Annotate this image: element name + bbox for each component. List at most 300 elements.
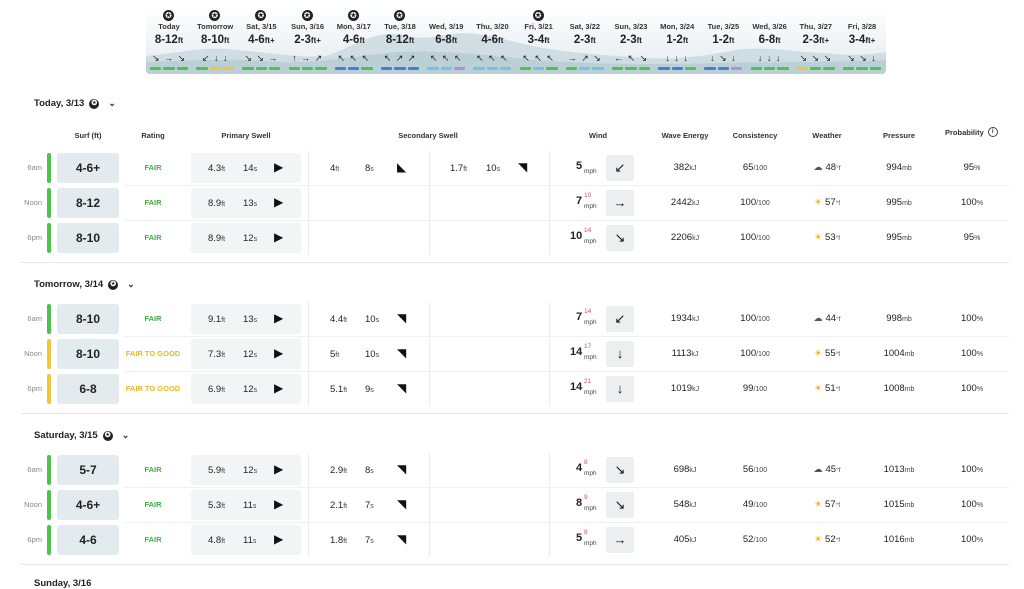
rating-bar xyxy=(579,67,590,70)
strip-wind-arrows-icon: ↘ ↘ ↘ xyxy=(799,53,833,63)
unit: s xyxy=(370,503,374,510)
row-time: 6am xyxy=(27,314,42,323)
strip-day[interactable] xyxy=(562,6,608,74)
row-time: Noon xyxy=(24,500,42,509)
unit: s xyxy=(252,538,257,545)
secondary-swell-height xyxy=(330,465,347,476)
rating-bar xyxy=(533,67,544,70)
value: 99 xyxy=(742,383,754,394)
secondary-swell-height xyxy=(330,535,347,546)
day-title: Tomorrow, 3/14 xyxy=(34,279,104,290)
pressure xyxy=(866,162,932,173)
unit: /100 xyxy=(753,165,768,172)
sun-icon: ☀ xyxy=(813,499,823,509)
value: 9.1 xyxy=(208,314,222,325)
value: 995 xyxy=(886,232,903,243)
strip-day-height xyxy=(423,34,469,46)
value: 14 xyxy=(570,381,583,393)
value: 4 xyxy=(330,163,336,174)
unit: s xyxy=(496,166,501,173)
unit: s xyxy=(375,317,380,324)
temperature: 53 xyxy=(825,232,836,243)
value: 49 xyxy=(742,499,754,510)
wind-speed xyxy=(576,494,597,512)
value: 7 xyxy=(365,535,371,546)
unit: kJ xyxy=(689,467,697,474)
strip-rating-bars xyxy=(520,67,558,70)
value: 1934 xyxy=(670,313,693,324)
strip-day[interactable] xyxy=(516,6,562,74)
wind-direction-icon: → xyxy=(606,527,634,553)
divider xyxy=(549,151,550,185)
value: 2206 xyxy=(670,232,693,243)
strip-day[interactable] xyxy=(377,6,423,74)
value: 4 xyxy=(576,462,583,474)
strip-day[interactable] xyxy=(469,6,515,74)
swell-direction-icon: ◥ xyxy=(397,497,407,511)
info-icon[interactable]: i xyxy=(988,127,998,137)
unit: kJ xyxy=(692,386,700,393)
swell-direction-icon: ◀ xyxy=(274,462,284,476)
wind-direction-icon: ↘ xyxy=(606,225,634,251)
wind-direction-icon: ↙ xyxy=(606,306,634,332)
secondary-swell-period xyxy=(365,535,374,546)
strip-rating-bars xyxy=(843,67,881,70)
rating-color-bar xyxy=(47,339,51,369)
strip-height-value: 3-4 xyxy=(848,34,866,46)
unit: mb xyxy=(904,351,915,358)
strip-day[interactable] xyxy=(423,6,469,74)
strip-day[interactable] xyxy=(146,6,192,74)
forecast-row[interactable] xyxy=(0,488,1024,522)
wind-gust: 10 xyxy=(584,192,592,199)
primary-swell-height xyxy=(208,349,225,360)
rating-bar xyxy=(856,67,867,70)
row-time: 6pm xyxy=(27,384,42,393)
section-divider xyxy=(21,564,1009,565)
value: 1004 xyxy=(883,348,905,359)
divider xyxy=(549,488,550,522)
divider xyxy=(308,337,309,371)
secondary-swell-period xyxy=(365,384,374,395)
rating-bar xyxy=(177,67,188,70)
rating-bar xyxy=(718,67,729,70)
primary-swell xyxy=(191,339,301,369)
weather xyxy=(794,383,860,394)
rating-bar xyxy=(163,67,174,70)
secondary-swell-height xyxy=(330,349,339,360)
wave-energy xyxy=(652,348,718,359)
primary-swell-period xyxy=(243,163,257,174)
unit: % xyxy=(974,235,981,242)
surf-rating: FAIR xyxy=(144,198,162,207)
strip-wind-arrows-icon: ↖ ↖ ↖ xyxy=(337,53,371,63)
strip-day-height xyxy=(839,34,885,46)
value: 2.9 xyxy=(330,465,344,476)
tertiary-swell-height xyxy=(450,163,467,174)
secondary-swell-height xyxy=(330,384,347,395)
unit: °f xyxy=(835,502,841,509)
probability xyxy=(937,348,1007,359)
unit: mb xyxy=(904,537,915,544)
rating-bar xyxy=(289,67,300,70)
star-icon: ✪ xyxy=(302,10,313,21)
divider xyxy=(429,523,430,557)
unit: ft xyxy=(221,468,226,475)
value: 1113 xyxy=(671,348,692,359)
strip-day-height xyxy=(516,34,562,46)
unit: mb xyxy=(904,502,915,509)
wind-speed xyxy=(576,160,597,175)
strip-height-unit: ft+ xyxy=(819,36,830,45)
unit: s xyxy=(370,468,374,475)
value: 994 xyxy=(886,162,903,173)
value: 10 xyxy=(486,163,497,174)
forecast-row[interactable] xyxy=(0,151,1024,185)
value: 12 xyxy=(243,384,254,395)
star-icon: ✪ xyxy=(108,280,118,290)
forecast-row[interactable] xyxy=(0,186,1024,220)
col-surf: Surf (ft) xyxy=(74,131,102,140)
divider xyxy=(549,372,550,406)
swell-direction-icon: ◀ xyxy=(274,230,284,244)
value: 998 xyxy=(886,313,903,324)
weather xyxy=(794,534,860,545)
surf-height: 8-10 xyxy=(57,223,119,253)
strip-day-label: Today xyxy=(158,22,180,31)
divider xyxy=(308,186,309,220)
weather xyxy=(794,162,860,173)
forecast-row[interactable] xyxy=(0,221,1024,255)
primary-swell-height xyxy=(208,314,225,325)
rating-bar xyxy=(381,67,392,70)
forecast-row[interactable] xyxy=(0,337,1024,371)
unit: s xyxy=(252,503,257,510)
value: 65 xyxy=(742,162,754,173)
surf-rating: FAIR TO GOOD xyxy=(125,349,181,358)
star-icon: ✪ xyxy=(163,10,174,21)
value: 2442 xyxy=(670,197,693,208)
wind-gust: 14 xyxy=(584,308,592,315)
surf-height: 8-12 xyxy=(57,188,119,218)
value: 10 xyxy=(570,230,583,242)
row-time: Noon xyxy=(24,198,42,207)
col-wind: Wind xyxy=(588,131,608,140)
swell-direction-icon: ◥ xyxy=(397,346,407,360)
wave-energy xyxy=(652,162,718,173)
primary-swell-period xyxy=(243,233,257,244)
swell-direction-icon: ◀ xyxy=(274,497,284,511)
value: 11 xyxy=(243,500,253,511)
chevron-down-icon[interactable]: ⌄ xyxy=(121,430,130,440)
strip-height-value: 2-3 xyxy=(620,34,637,46)
surf-rating: FAIR xyxy=(144,163,162,172)
strip-day-height xyxy=(285,34,331,46)
star-icon: ✪ xyxy=(103,431,113,441)
swell-direction-icon: ◥ xyxy=(397,311,407,325)
chevron-down-icon[interactable]: ⌄ xyxy=(127,279,135,289)
rating-bar xyxy=(546,67,557,70)
unit: /100 xyxy=(753,502,768,509)
probability xyxy=(937,464,1007,475)
probability xyxy=(937,383,1007,394)
strip-height-value: 4-6 xyxy=(248,34,265,46)
day-header[interactable] xyxy=(34,430,129,441)
rating-bar xyxy=(704,67,715,70)
wind-gust: 9 xyxy=(584,494,588,501)
primary-swell xyxy=(191,525,301,555)
wind-speed xyxy=(576,192,597,210)
cloud-icon: ☁ xyxy=(813,313,823,323)
rating-bar xyxy=(751,67,762,70)
unit: ft xyxy=(221,166,226,173)
value: 1.8 xyxy=(330,535,344,546)
rating-color-bar xyxy=(47,188,51,218)
value: 995 xyxy=(886,197,903,208)
rating-bar xyxy=(335,67,346,70)
strip-day-label: Tue, 3/25 xyxy=(707,22,740,31)
value: 95 xyxy=(963,232,975,243)
value: 1019 xyxy=(670,383,693,394)
value: 5.3 xyxy=(208,500,222,511)
unit: s xyxy=(253,166,258,173)
sun-icon: ☀ xyxy=(813,383,823,393)
wind-speed xyxy=(576,529,597,547)
star-icon: ✪ xyxy=(394,10,405,21)
swell-direction-icon: ◣ xyxy=(397,160,407,174)
primary-swell-height xyxy=(208,535,225,546)
rating-bar xyxy=(269,67,280,70)
strip-wind-arrows-icon: ↓ ↓ ↓ xyxy=(665,53,689,63)
strip-day-label: Thu, 3/27 xyxy=(799,22,833,31)
consistency xyxy=(722,313,788,324)
day-title: Today, 3/13 xyxy=(34,98,85,109)
divider xyxy=(429,488,430,522)
strip-height-unit: ft+ xyxy=(865,36,876,45)
weather xyxy=(794,464,860,475)
primary-swell-height xyxy=(208,163,225,174)
forecast-row[interactable] xyxy=(0,523,1024,557)
sun-icon: ☀ xyxy=(813,197,823,207)
strip-height-value: 2-3 xyxy=(573,34,591,46)
rating-color-bar xyxy=(47,374,51,404)
strip-day-label: Fri, 3/28 xyxy=(847,22,877,31)
value: 13 xyxy=(243,198,254,209)
wind-speed xyxy=(576,459,597,477)
sun-icon: ☀ xyxy=(813,232,823,242)
rating-bar xyxy=(454,67,465,70)
rating-bar xyxy=(487,67,498,70)
strip-rating-bars xyxy=(289,67,327,70)
rating-color-bar xyxy=(47,153,51,183)
strip-day[interactable] xyxy=(747,6,793,74)
value: 7 xyxy=(576,311,583,323)
strip-height-unit: ft xyxy=(359,36,365,45)
value: 8.9 xyxy=(208,198,222,209)
wind-unit: mph xyxy=(584,470,597,477)
strip-day-height xyxy=(192,34,238,46)
col-rating: Rating xyxy=(141,131,165,140)
rating-bar xyxy=(348,67,359,70)
strip-wind-arrows-icon: ↖ ↖ ↖ xyxy=(476,53,509,63)
strip-rating-bars xyxy=(612,67,650,70)
surf-rating: FAIR xyxy=(144,535,162,544)
day-header[interactable] xyxy=(34,279,135,290)
strip-day-label: Mon, 3/24 xyxy=(660,22,695,31)
unit: °f xyxy=(835,351,841,358)
strip-day[interactable] xyxy=(331,6,377,74)
strip-day[interactable] xyxy=(192,6,238,74)
divider xyxy=(308,221,309,255)
chevron-down-icon[interactable]: ⌄ xyxy=(108,98,116,108)
value: 4.4 xyxy=(330,314,344,325)
value: 8 xyxy=(365,465,371,476)
value: 10 xyxy=(365,349,376,360)
wind-direction-icon: ↙ xyxy=(606,155,634,181)
unit: s xyxy=(370,166,374,173)
swell-direction-icon: ◥ xyxy=(397,532,407,546)
value: 8 xyxy=(365,163,371,174)
surf-height: 8-10 xyxy=(57,339,119,369)
primary-swell xyxy=(191,490,301,520)
rating-bar xyxy=(823,67,834,70)
forecast-row[interactable] xyxy=(0,372,1024,406)
divider xyxy=(549,453,550,487)
value: 548 xyxy=(673,499,690,510)
rating-color-bar xyxy=(47,525,51,555)
probability xyxy=(937,197,1007,208)
primary-swell xyxy=(191,188,301,218)
unit: °f xyxy=(836,165,841,172)
strip-height-unit: ft xyxy=(729,36,735,45)
value: 4.8 xyxy=(208,535,222,546)
value: 9 xyxy=(365,384,371,395)
section-divider xyxy=(21,413,1009,414)
strip-height-value: 6-8 xyxy=(435,34,452,46)
secondary-swell-height xyxy=(330,163,339,174)
primary-swell-period xyxy=(243,349,257,360)
strip-height-value: 2-3 xyxy=(294,34,311,46)
sun-icon: ☀ xyxy=(813,348,823,358)
divider xyxy=(429,372,430,406)
rating-bar xyxy=(408,67,419,70)
forecast-strip xyxy=(146,6,886,74)
col-secondary-swell: Secondary Swell xyxy=(398,131,458,140)
primary-swell-height xyxy=(208,465,225,476)
divider xyxy=(308,302,309,336)
rating-bar xyxy=(361,67,372,70)
unit: ft xyxy=(335,166,340,173)
value: 5.1 xyxy=(330,384,344,395)
strip-rating-bars xyxy=(150,67,188,70)
unit: ft xyxy=(343,538,348,545)
strip-height-value: 1-2 xyxy=(666,34,683,46)
strip-day-height xyxy=(377,34,423,46)
strip-day[interactable] xyxy=(285,6,331,74)
divider xyxy=(308,523,309,557)
unit: % xyxy=(976,537,984,544)
forecast-row[interactable] xyxy=(0,453,1024,487)
swell-direction-icon: ◥ xyxy=(518,160,528,174)
value: 100 xyxy=(740,313,757,324)
forecast-row[interactable] xyxy=(0,302,1024,336)
rating-bar xyxy=(500,67,511,70)
unit: s xyxy=(253,201,258,208)
consistency xyxy=(722,499,788,510)
strip-day-height xyxy=(793,34,839,46)
strip-day[interactable] xyxy=(793,6,839,74)
wind-direction-icon: ↓ xyxy=(606,341,634,367)
unit: % xyxy=(976,502,984,509)
unit: % xyxy=(976,351,984,358)
strip-day-label: Tomorrow xyxy=(197,22,234,31)
value: 100 xyxy=(740,348,757,359)
value: 4.3 xyxy=(208,163,222,174)
day-header[interactable] xyxy=(34,98,116,109)
unit: /100 xyxy=(753,467,768,474)
wind-unit: mph xyxy=(584,540,597,547)
primary-swell xyxy=(191,374,301,404)
unit: ft xyxy=(343,468,348,475)
wind-speed xyxy=(570,227,597,245)
strip-day[interactable] xyxy=(608,6,654,74)
strip-rating-bars xyxy=(242,67,280,70)
wave-energy xyxy=(652,464,718,475)
value: 12 xyxy=(243,465,254,476)
cloud-icon: ☁ xyxy=(813,464,823,474)
strip-day[interactable] xyxy=(700,6,746,74)
wind-unit: mph xyxy=(584,203,597,210)
divider xyxy=(549,221,550,255)
strip-wind-arrows-icon: → ↗ ↘ xyxy=(567,53,602,63)
wind-gust: 21 xyxy=(584,378,592,385)
wave-energy xyxy=(652,534,718,545)
strip-day-height xyxy=(608,34,654,46)
strip-day[interactable] xyxy=(654,6,700,74)
primary-swell-height xyxy=(208,500,225,511)
unit: ft xyxy=(221,503,226,510)
wind-unit: mph xyxy=(584,389,597,396)
value: 1.7 xyxy=(450,163,464,174)
consistency xyxy=(722,464,788,475)
surf-rating: FAIR TO GOOD xyxy=(125,384,181,393)
divider xyxy=(549,302,550,336)
strip-height-unit: ft xyxy=(682,36,689,45)
strip-height-unit: ft xyxy=(775,36,781,45)
strip-day[interactable] xyxy=(839,6,885,74)
strip-wind-arrows-icon: ← ↖ ↘ xyxy=(613,53,649,63)
primary-swell xyxy=(191,304,301,334)
pressure xyxy=(866,232,932,243)
strip-day-height xyxy=(747,34,793,46)
value: 14 xyxy=(243,163,254,174)
strip-day-label: Wed, 3/26 xyxy=(752,22,787,31)
consistency xyxy=(722,534,788,545)
rating-bar xyxy=(612,67,623,70)
star-icon: ✪ xyxy=(89,99,99,109)
value: 10 xyxy=(365,314,376,325)
star-icon: ✪ xyxy=(255,10,266,21)
strip-height-value: 2-3 xyxy=(802,34,820,46)
divider xyxy=(429,453,430,487)
rating-color-bar xyxy=(47,223,51,253)
rating-bar xyxy=(223,67,234,70)
unit: mb xyxy=(904,386,915,393)
divider xyxy=(429,151,430,185)
strip-day[interactable] xyxy=(238,6,284,74)
weather xyxy=(794,348,860,359)
divider xyxy=(308,453,309,487)
